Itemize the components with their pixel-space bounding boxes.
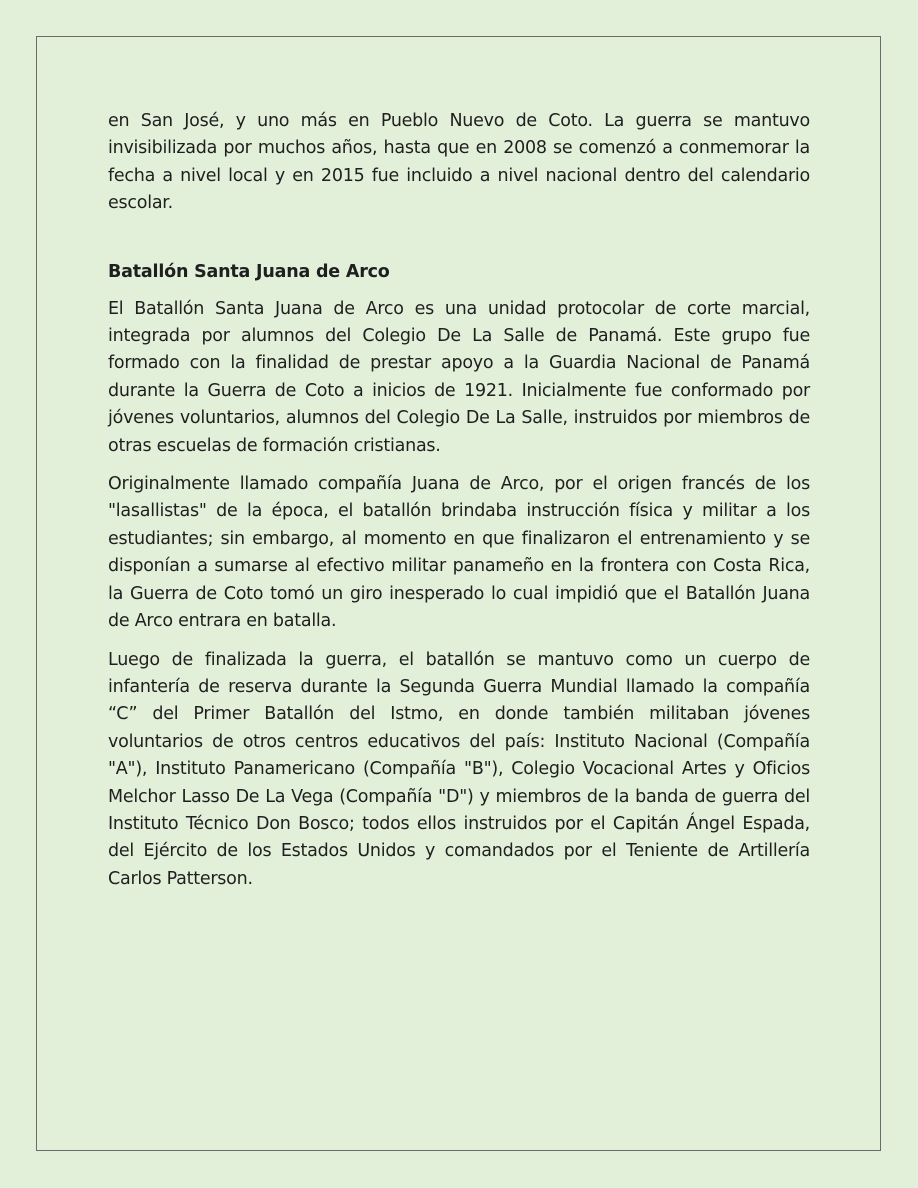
intro-paragraph: en San José, y uno más en Pueblo Nuevo de Coto. La guerra se mantuvo invisibilizada por muchos años, hasta que en 2008 se comenzó a conmemorar la fecha a nivel local y en 2015 fue incluido a nivel nacional dentro del calendario escolar. xyxy=(108,111,810,214)
body-paragraph: Luego de finalizada la guerra, el batallón se mantuvo como un cuerpo de infantería de reserva durante la Segunda Guerra Mundial llamado la compañía “C” del Primer Batallón del Istmo, en donde también militaban jóvenes voluntarios de otros centros educativos del país: Instituto Nacional (Compañía "A"), Instituto Panamericano (Compañía "B"), Colegio Vocacional Artes y Oficios Melchor Lasso De La Vega (Compañía "D") y miembros de la banda de guerra del Instituto Técnico Don Bosco; todos ellos instruidos por el Capitán Ángel Espada, del Ejército de los Estados Unidos y comandados por el Teniente de Artillería Carlos Patterson. xyxy=(108,649,810,889)
document-body xyxy=(108,108,810,904)
section-heading: Batallón Santa Juana de Arco xyxy=(108,261,390,282)
body-paragraph: El Batallón Santa Juana de Arco es una unidad protocolar de corte marcial, integrada por alumnos del Colegio De La Salle de Panamá. Este grupo fue formado con la finalidad de prestar apoyo a la Guardia Nacional de Panamá durante la Guerra de Coto a inicios de 1921. Inicialmente fue conformado por jóvenes voluntarios, alumnos del Colegio De La Salle, instruidos por miembros de otras escuelas de formación cristianas. xyxy=(108,298,810,456)
body-paragraph: Originalmente llamado compañía Juana de Arco, por el origen francés de los "lasallistas" de la época, el batallón brindaba instrucción física y militar a los estudiantes; sin embargo, al momento en que finalizaron el entrenamiento y se disponían a sumarse al efectivo militar panameño en la frontera con Costa Rica, la Guerra de Coto tomó un giro inesperado lo cual impidió que el Batallón Juana de Arco entrara en batalla. xyxy=(108,474,810,632)
